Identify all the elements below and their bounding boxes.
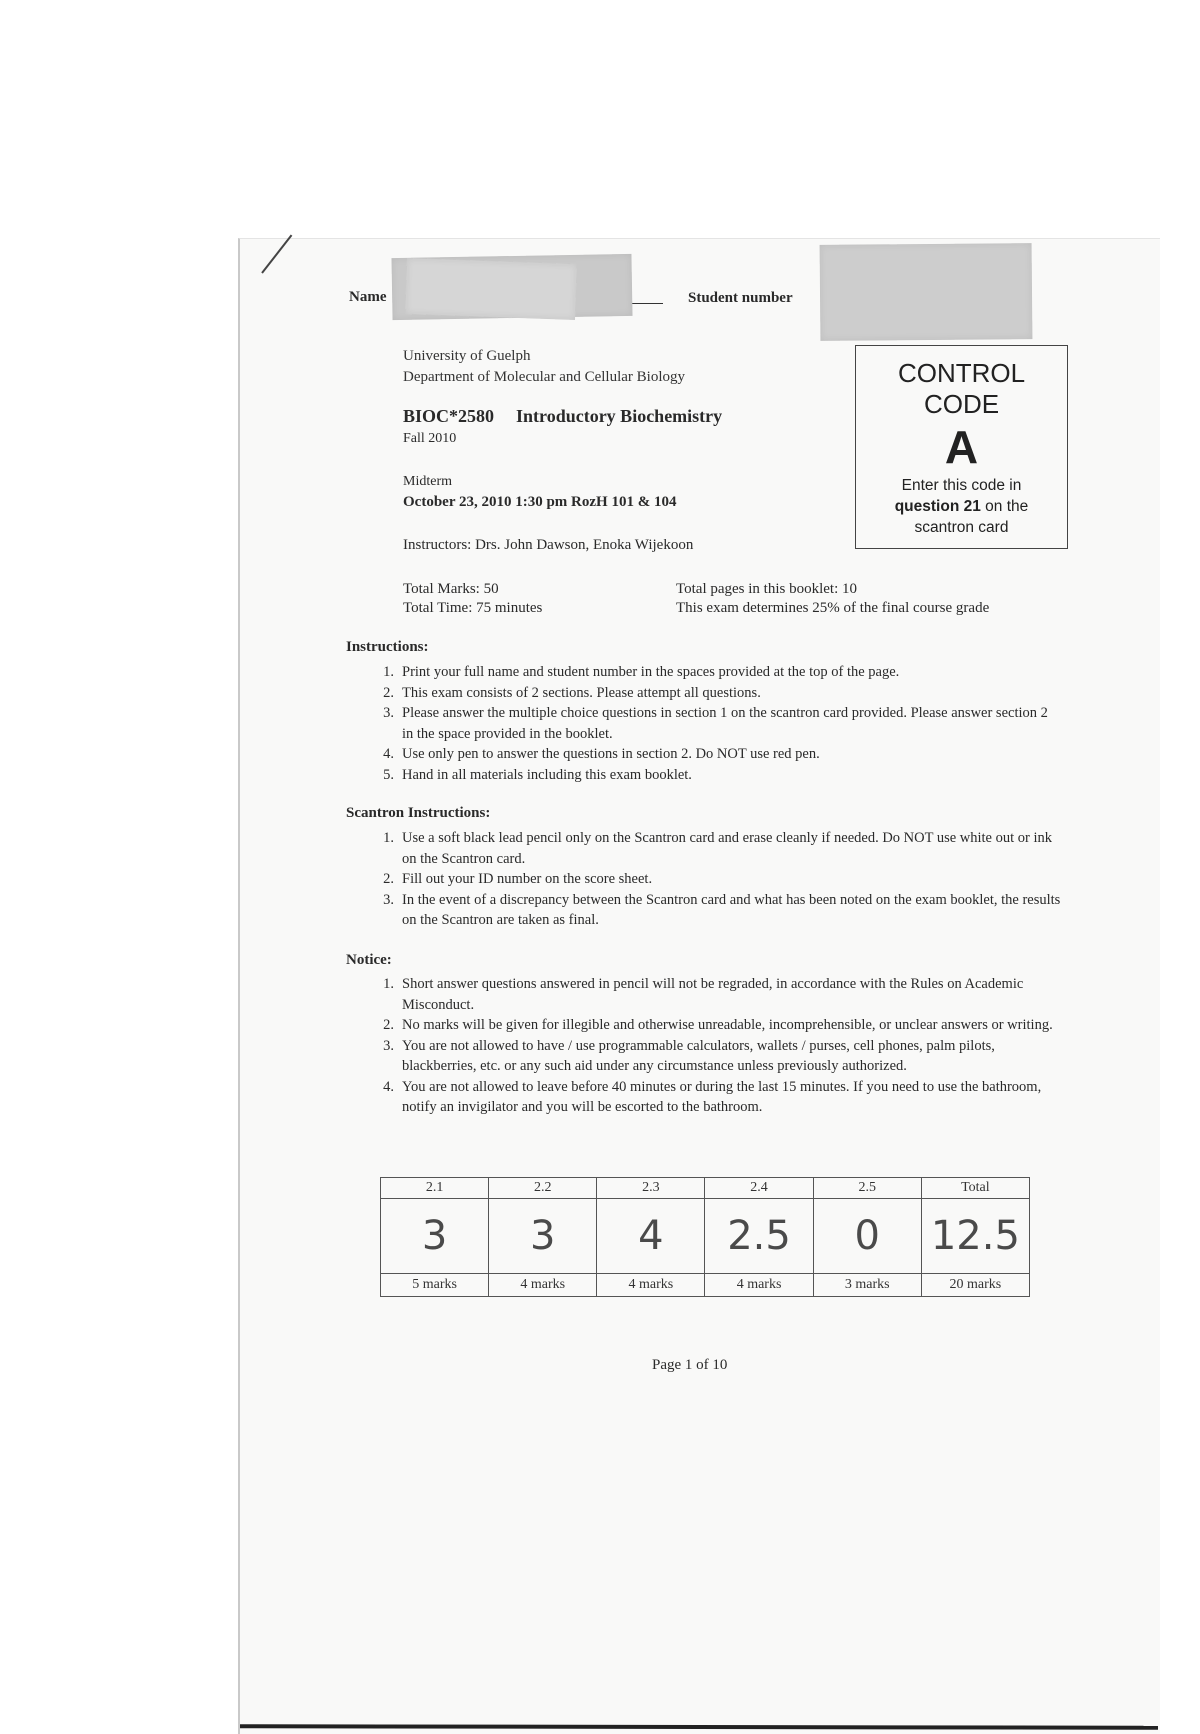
list-item: 1. Short answer questions answered in pencil will not be regraded, in accordance with the Rules on Academic Misconduct. bbox=[383, 976, 1024, 1013]
control-code-note-line1: Enter this code in bbox=[901, 477, 1022, 494]
table-header-cell: 2.5 bbox=[813, 1178, 921, 1199]
scantron-heading: Scantron Instructions: bbox=[346, 805, 491, 821]
table-header-cell: Total bbox=[921, 1178, 1029, 1199]
max-marks-cell: 3 marks bbox=[813, 1274, 921, 1297]
course-code: BIOC*2580 bbox=[403, 406, 495, 426]
control-code-note-line3: scantron card bbox=[914, 519, 1009, 536]
control-code-note bbox=[856, 475, 1067, 538]
handwritten-score: 3 bbox=[381, 1199, 489, 1274]
table-header-cell: 2.1 bbox=[381, 1178, 489, 1199]
table-row-scores bbox=[381, 1199, 1030, 1274]
grade-weight: This exam determines 25% of the final course grade bbox=[676, 600, 990, 616]
control-code-note-suffix: on the bbox=[980, 498, 1029, 515]
notice-heading: Notice: bbox=[346, 952, 392, 968]
list-item: 1. Print your full name and student number in the spaces provided at the top of the page. bbox=[383, 664, 900, 680]
scantron-list bbox=[372, 828, 1062, 931]
max-marks-cell: 5 marks bbox=[381, 1274, 489, 1297]
course-term: Fall 2010 bbox=[403, 431, 457, 446]
list-item: 1. Use a soft black lead pencil only on the Scantron card and erase cleanly if needed. Do NOT use white out or ink on the Scantron card. bbox=[383, 830, 1053, 867]
control-code-title-line1: CONTROL bbox=[897, 358, 1026, 388]
exam-totals-left bbox=[403, 580, 542, 618]
exam-totals-right bbox=[676, 580, 989, 618]
redaction-name-overlay bbox=[405, 258, 577, 320]
total-marks: Total Marks: 50 bbox=[403, 581, 499, 597]
instructors: Instructors: Drs. John Dawson, Enoka Wijekoon bbox=[403, 537, 694, 553]
control-code-note-line2 bbox=[856, 496, 1067, 517]
name-label: Name bbox=[349, 289, 387, 305]
table-header-cell: 2.2 bbox=[489, 1178, 597, 1199]
control-code-title-line2: CODE bbox=[923, 389, 1000, 419]
course-title: Introductory Biochemistry bbox=[516, 406, 723, 426]
control-code-letter: A bbox=[944, 421, 979, 473]
list-item: 2. No marks will be given for illegible and otherwise unreadable, incomprehensible, or unclear answers or writing. bbox=[383, 1017, 1053, 1033]
table-row-max-marks bbox=[381, 1274, 1030, 1297]
list-item: 3. In the event of a discrepancy between the Scantron card and what has been noted on the exam booklet, the results on the Scantron are taken as final. bbox=[383, 891, 1061, 928]
max-marks-cell: 4 marks bbox=[489, 1274, 597, 1297]
instructions-heading: Instructions: bbox=[346, 639, 429, 655]
control-code-box bbox=[855, 345, 1068, 549]
total-pages: Total pages in this booklet: 10 bbox=[676, 581, 858, 597]
page-number: Page 1 of 10 bbox=[652, 1357, 728, 1373]
max-marks-cell: 4 marks bbox=[597, 1274, 705, 1297]
handwritten-score: 0 bbox=[813, 1199, 921, 1274]
table-header-cell: 2.4 bbox=[705, 1178, 813, 1199]
list-item: 2. This exam consists of 2 sections. Please attempt all questions. bbox=[383, 684, 761, 701]
handwritten-score: 2.5 bbox=[705, 1199, 813, 1274]
institution-block bbox=[403, 346, 685, 388]
table-header-row bbox=[381, 1178, 1030, 1199]
list-item: 4. You are not allowed to leave before 40 minutes or during the last 15 minutes. If you need to use the bathroom, notify an invigilator and you will be escorted to the bathroom. bbox=[383, 1078, 1042, 1115]
exam-type: Midterm bbox=[403, 474, 452, 489]
handwritten-score: 4 bbox=[597, 1199, 705, 1274]
table-header-cell: 2.3 bbox=[597, 1178, 705, 1199]
handwritten-score: 3 bbox=[489, 1199, 597, 1274]
list-item: 3. Please answer the multiple choice questions in section 1 on the scantron card provided. Please answer section 2 in the space provided in the booklet. bbox=[383, 705, 1048, 742]
max-marks-cell: 20 marks bbox=[921, 1274, 1029, 1297]
notice-list bbox=[372, 974, 1062, 1118]
list-item: 5. Hand in all materials including this exam booklet. bbox=[383, 766, 692, 783]
department-name: Department of Molecular and Cellular Biology bbox=[403, 369, 686, 385]
instructions-list bbox=[372, 662, 1062, 785]
grades-table bbox=[380, 1177, 1030, 1297]
max-marks-cell: 4 marks bbox=[705, 1274, 813, 1297]
exam-date-location: October 23, 2010 1:30 pm RozH 101 & 104 bbox=[403, 494, 677, 510]
redaction-student-number bbox=[820, 243, 1033, 341]
handwritten-score-total: 12.5 bbox=[921, 1199, 1029, 1274]
list-item: 3. You are not allowed to have / use programmable calculators, wallets / purses, cell phones, palm pilots, blackberries, etc. or any such aid under any circumstance unless previously authorized. bbox=[383, 1037, 995, 1074]
list-item: 4. Use only pen to answer the questions in section 2. Do NOT use red pen. bbox=[383, 746, 820, 762]
student-number-label: Student number bbox=[688, 290, 793, 306]
course-heading bbox=[403, 406, 722, 427]
control-code-title bbox=[856, 358, 1067, 420]
total-time: Total Time: 75 minutes bbox=[403, 600, 543, 616]
list-item: 2. Fill out your ID number on the score sheet. bbox=[383, 871, 653, 887]
university-name: University of Guelph bbox=[403, 348, 531, 364]
control-code-question-number: question 21 bbox=[894, 498, 981, 515]
